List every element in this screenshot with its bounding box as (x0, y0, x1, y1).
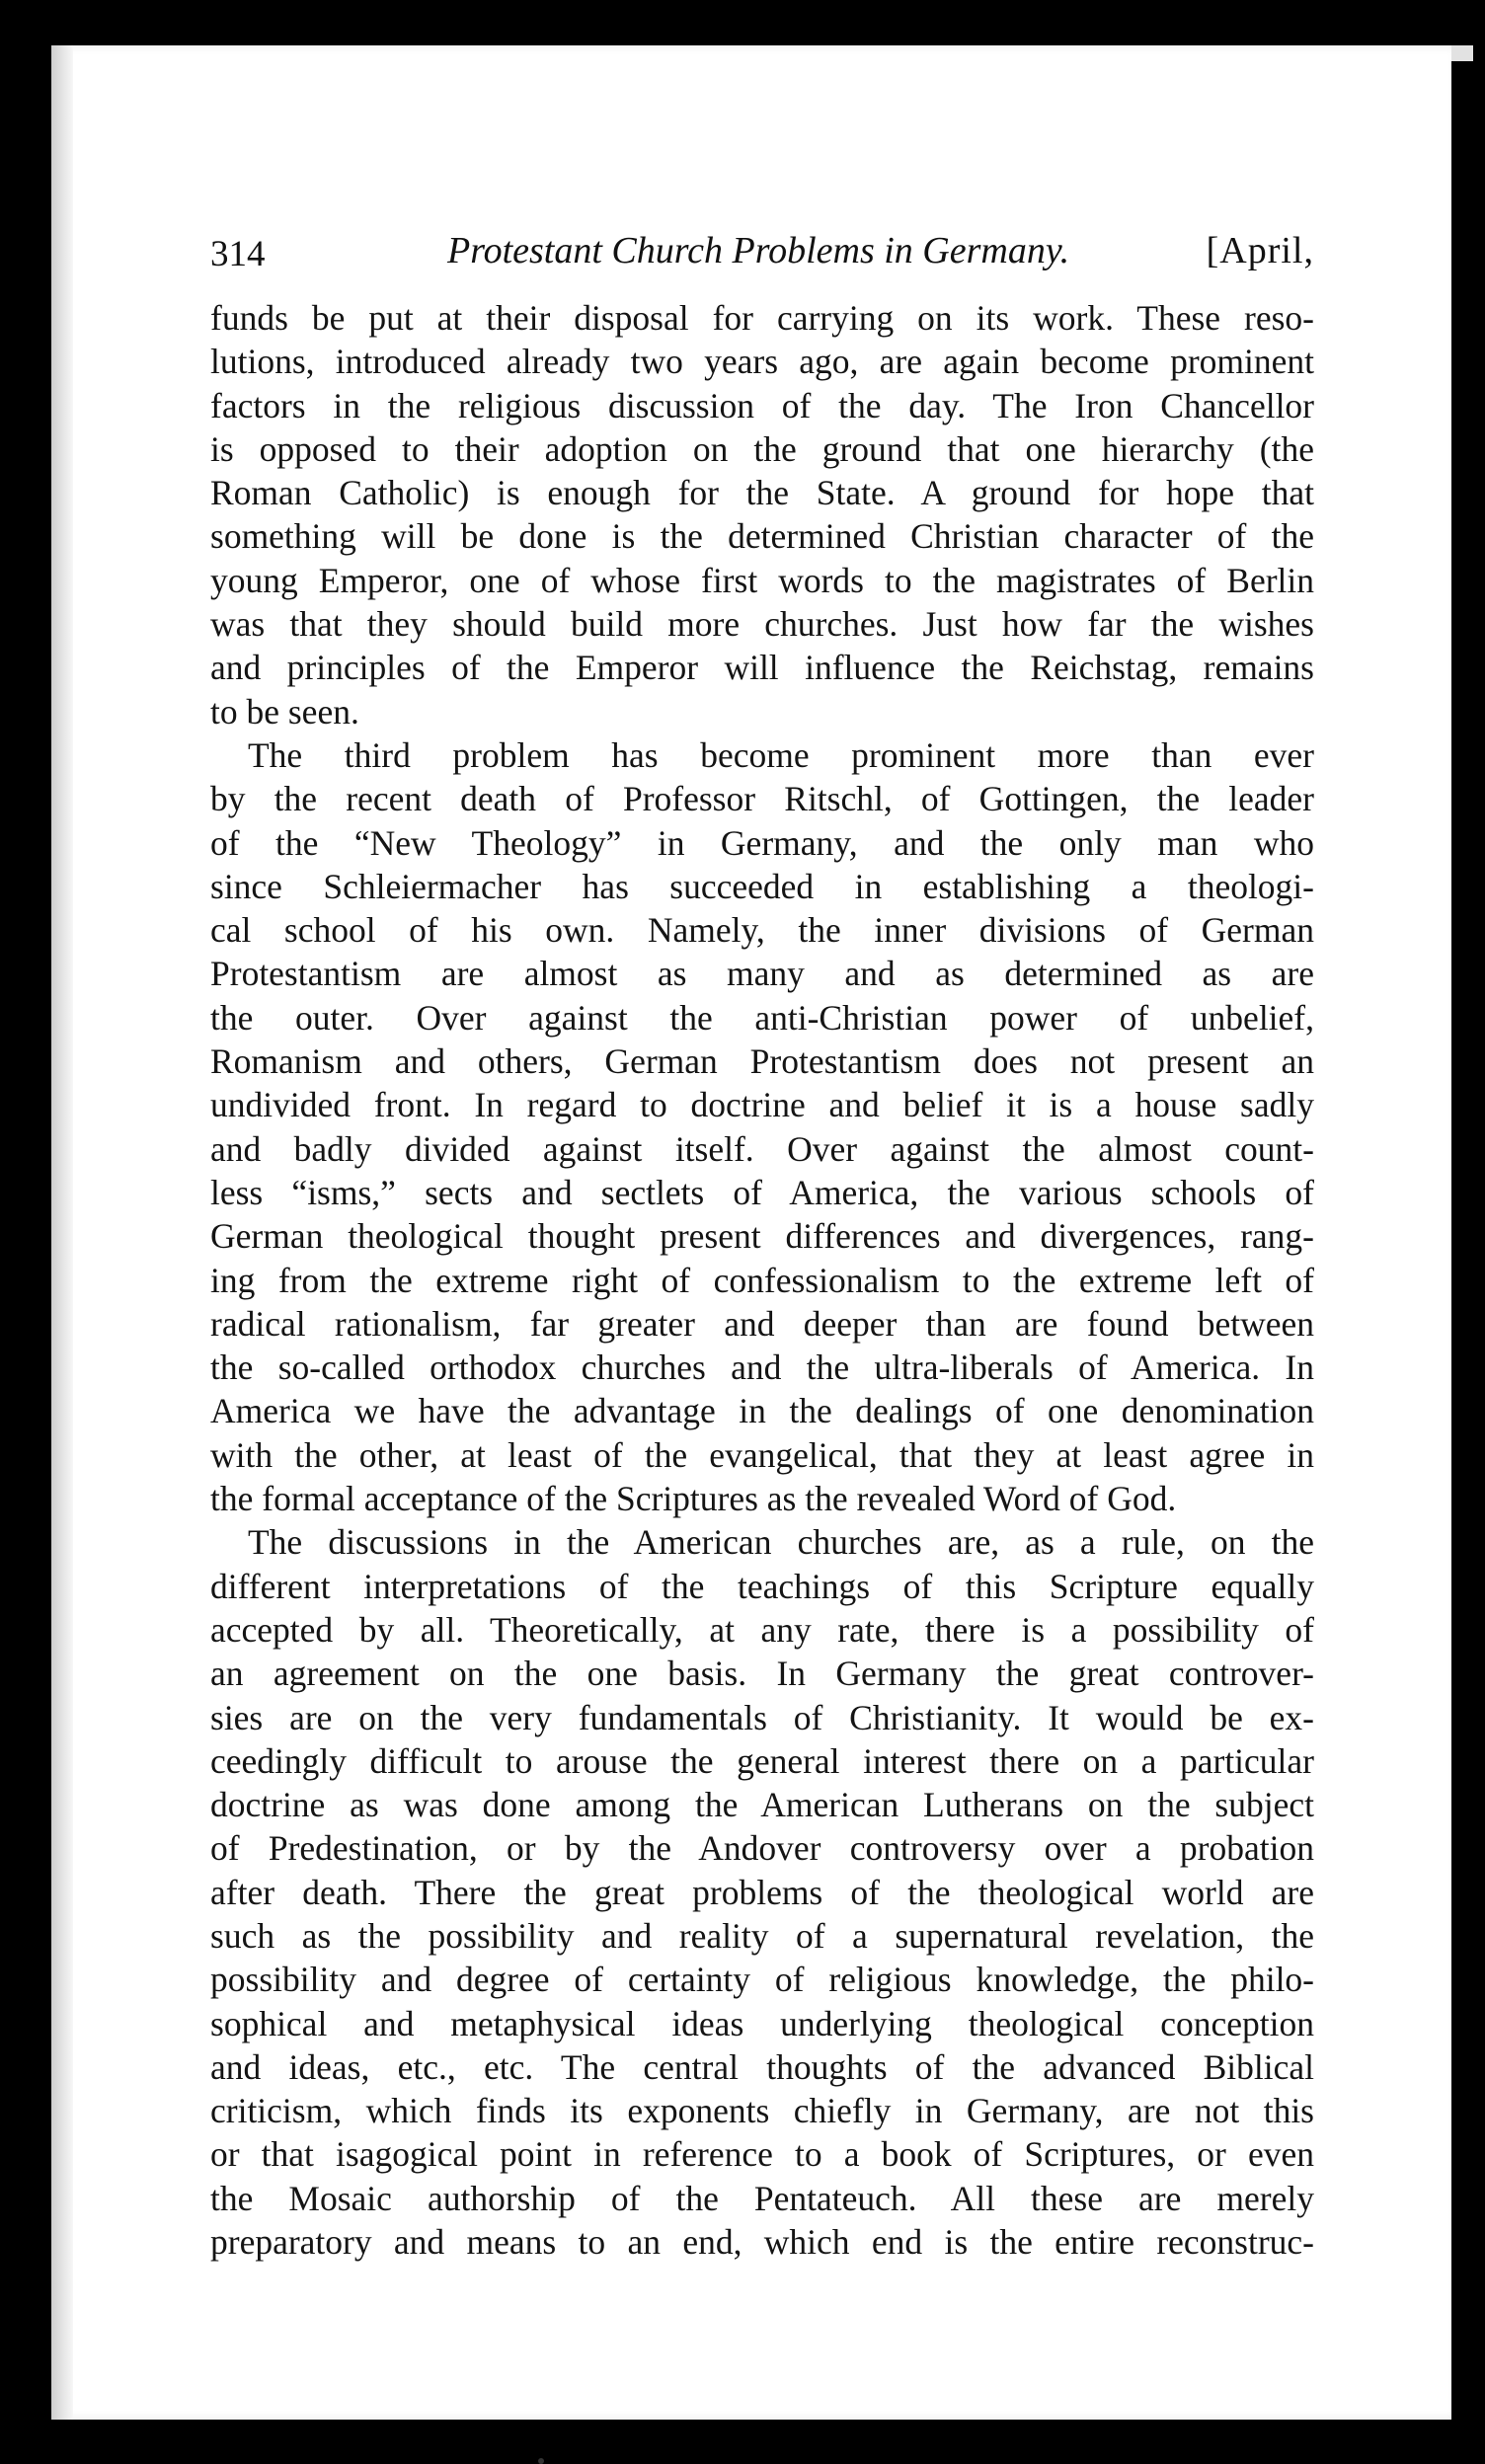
text-line: something will be done is the determined Christian character of the (210, 516, 1314, 557)
text-line: doctrine as was done among the American Lutherans on the subject (210, 1785, 1314, 1825)
text-line: Romanism and others, German Protestantism does not present an (210, 1041, 1314, 1082)
page-binding-edge (51, 45, 73, 2420)
text-line: cal school of his own. Namely, the inner divisions of German (210, 910, 1314, 951)
text-line: ceedingly difficult to arouse the general interest there on a particular (210, 1740, 1314, 1781)
text-line: accepted by all. Theoretically, at any rate, there is a possibility of (210, 1609, 1314, 1650)
page-corner-tab (1451, 45, 1473, 61)
text-line: America we have the advantage in the dealings of one denomination (210, 1391, 1314, 1431)
text-line: the outer. Over against the anti-Christian power of unbelief, (210, 997, 1314, 1038)
text-line: of Predestination, or by the Andover controversy over a probation (210, 1828, 1314, 1869)
text-line: funds be put at their disposal for carrying on its work. These reso- (210, 298, 1314, 338)
page-header (210, 229, 1314, 278)
text-line: after death. There the great problems of the theological world are (210, 1872, 1314, 1912)
text-line: factors in the religious discussion of the day. The Iron Chancellor (210, 385, 1314, 425)
text-line: Protestantism are almost as many and as determined as are (210, 954, 1314, 994)
text-line: by the recent death of Professor Ritschl, of Gottingen, the leader (210, 779, 1314, 819)
text-line: lutions, introduced already two years ago, are again become prominent (210, 342, 1314, 382)
text-line: and principles of the Emperor will influence the Reichstag, remains (210, 648, 1314, 688)
text-line: radical rationalism, far greater and deeper than are found between (210, 1303, 1314, 1344)
text-line: was that they should build more churches. Just how far the wishes (210, 604, 1314, 645)
text-line: criticism, which finds its exponents chiefly in Germany, are not this (210, 2091, 1314, 2131)
text-line: the Mosaic authorship of the Pentateuch. All these are merely (210, 2178, 1314, 2218)
text-line: of the “New Theology” in Germany, and the only man who (210, 822, 1314, 863)
text-line: and badly divided against itself. Over against the almost count- (210, 1128, 1314, 1169)
text-line: different interpretations of the teachings of this Scripture equally (210, 1566, 1314, 1606)
text-line: is opposed to their adoption on the ground that one hierarchy (the (210, 428, 1314, 469)
text-line: such as the possibility and reality of a supernatural revelation, the (210, 1915, 1314, 1956)
text-line: the formal acceptance of the Scriptures as the revealed Word of God. (210, 1479, 1177, 1519)
text-line: and ideas, etc., etc. The central thoughts of the advanced Biblical (210, 2046, 1314, 2087)
text-line: since Schleiermacher has succeeded in establishing a theologi- (210, 866, 1314, 906)
text-line: with the other, at least of the evangelical, that they at least agree in (210, 1434, 1314, 1475)
running-title: Protestant Church Problems in Germany. (447, 230, 1070, 271)
text-line: or that isagogical point in reference to a book of Scriptures, or even (210, 2134, 1314, 2175)
print-speck (538, 2458, 544, 2464)
text-line: sophical and metaphysical ideas underlying theological conception (210, 2003, 1314, 2043)
text-line: sies are on the very fundamentals of Christianity. It would be ex- (210, 1697, 1314, 1737)
text-line: ing from the extreme right of confessionalism to the extreme left of (210, 1260, 1314, 1300)
text-line: undivided front. In regard to doctrine and belief it is a house sadly (210, 1085, 1314, 1125)
text-line: an agreement on the one basis. In Germany the great controver- (210, 1654, 1314, 1694)
body-text (210, 296, 1314, 2264)
text-line: preparatory and means to an end, which end is the entire reconstruc- (210, 2222, 1314, 2263)
text-line: Roman Catholic) is enough for the State. A ground for hope that (210, 473, 1314, 513)
text-line: The third problem has become prominent more than ever (248, 734, 1314, 775)
text-line: the so-called orthodox churches and the ultra-liberals of America. In (210, 1348, 1314, 1388)
text-line: German theological thought present differences and divergences, rang- (210, 1216, 1314, 1257)
page-number: 314 (210, 234, 266, 274)
text-line: The discussions in the American churches are, as a rule, on the (248, 1522, 1314, 1563)
text-line: possibility and degree of certainty of religious knowledge, the philo- (210, 1960, 1314, 2000)
header-month: [April, (1206, 230, 1314, 271)
text-line: less “isms,” sects and sectlets of America, the various schools of (210, 1172, 1314, 1212)
text-line: young Emperor, one of whose first words to the magistrates of Berlin (210, 560, 1314, 600)
text-line: to be seen. (210, 691, 359, 732)
